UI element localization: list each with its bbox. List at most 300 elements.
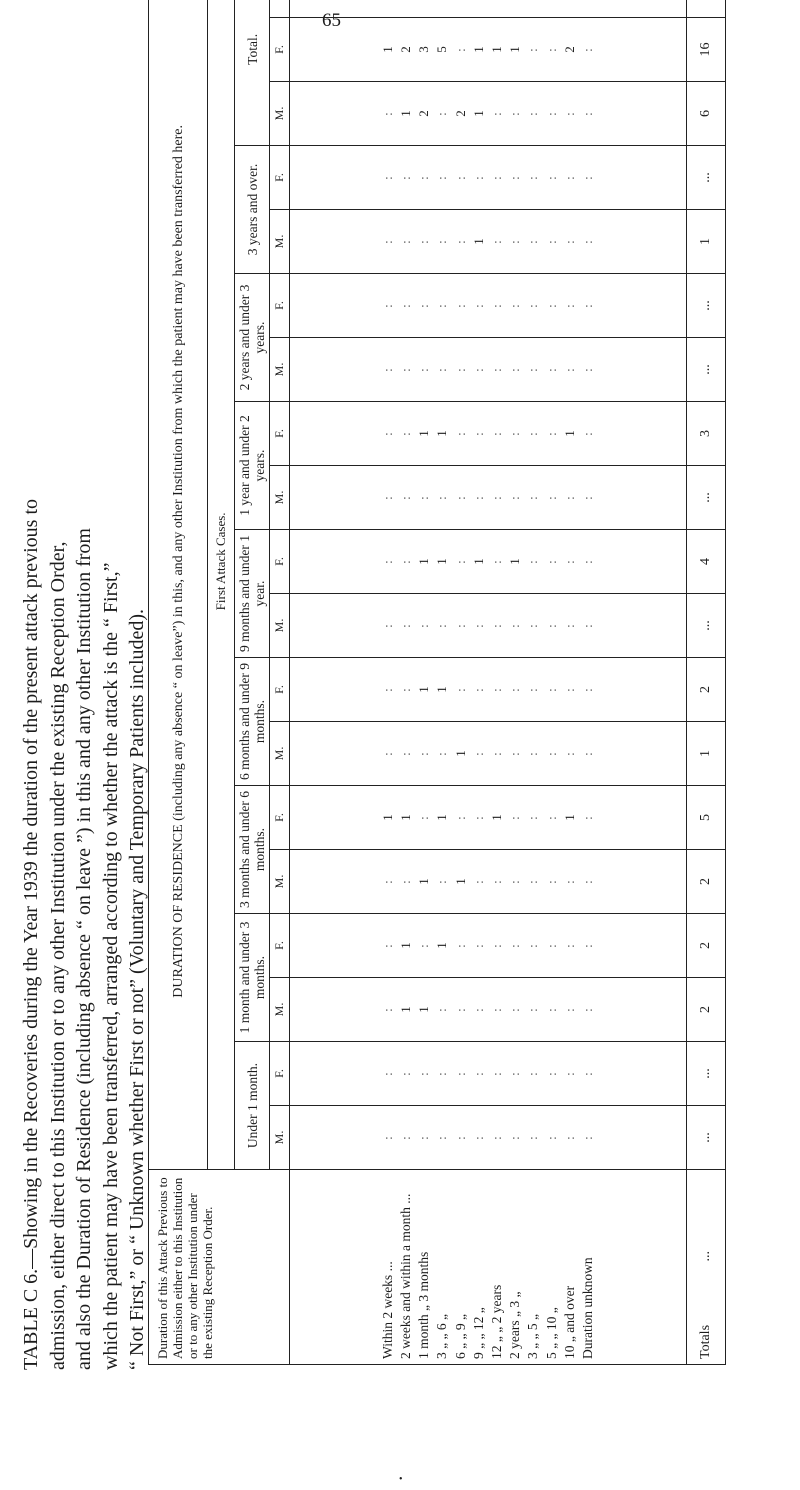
cell-value: :	[416, 943, 432, 948]
cell-value: :	[379, 1007, 395, 1012]
cell-value: :	[543, 751, 559, 756]
cell-value: :	[452, 687, 468, 692]
cell-value: :	[507, 943, 523, 948]
cell-value: 2	[561, 46, 577, 53]
cell-value: 1	[561, 814, 577, 821]
cell-value: :	[489, 1071, 504, 1076]
cell-value: :	[507, 239, 523, 244]
value-column	[290, 82, 687, 146]
cell-value: :	[543, 559, 559, 564]
duration-group-header: 9 months and under 1 year.	[235, 530, 270, 658]
row-label: 3 „ „ 5 „	[525, 1314, 541, 1359]
row-label: 6 „ „ 9 „	[452, 1314, 468, 1359]
cell-value: 1	[416, 878, 432, 885]
cell-value	[415, 0, 433, 15]
duration-group-header: 2 years and under 3 years.	[235, 274, 270, 402]
cell-value: :	[452, 1071, 468, 1076]
cell-value: :	[561, 879, 577, 884]
cell-value: :	[434, 495, 450, 500]
cell-value: :	[525, 175, 541, 180]
cell-value: :	[543, 367, 559, 372]
cell-value: :	[579, 47, 595, 52]
cell-value: :	[398, 751, 414, 756]
cell-value: 5	[434, 46, 450, 53]
cell-value: :	[561, 367, 577, 372]
total-value: ...	[687, 466, 726, 530]
cell-value: :	[579, 559, 595, 564]
cell-value: :	[579, 367, 595, 372]
cell-value: :	[525, 879, 541, 884]
cell-value: :	[452, 239, 468, 244]
cell-value: :	[398, 303, 414, 308]
cell-value: :	[398, 1071, 414, 1076]
cell-value	[379, 0, 397, 15]
cell-value: :	[579, 495, 595, 500]
totals-dots: ...	[698, 1250, 713, 1262]
cell-value: :	[398, 623, 414, 628]
cell-value: :	[416, 239, 432, 244]
cell-value: :	[543, 623, 559, 628]
cell-value: :	[470, 495, 486, 500]
cell-value: :	[379, 879, 395, 884]
cell-value: 1	[489, 814, 504, 821]
cell-value: :	[379, 687, 395, 692]
cell-value: :	[507, 1007, 523, 1012]
value-column	[290, 274, 687, 338]
cell-value: :	[579, 1007, 595, 1012]
value-column	[290, 786, 687, 850]
cell-value: :	[507, 495, 523, 500]
cell-value: :	[489, 879, 504, 884]
cell-value: :	[579, 431, 595, 436]
male-header: M.	[270, 850, 290, 914]
row-label: Within 2 weeks ...	[379, 1261, 395, 1359]
female-header: F.	[270, 914, 290, 978]
cell-value: :	[398, 879, 414, 884]
male-header: M.	[270, 210, 290, 274]
total-value: 6	[687, 82, 726, 146]
cell-value: :	[525, 815, 541, 820]
cell-value: :	[525, 943, 541, 948]
cell-value: :	[398, 367, 414, 372]
cell-value	[543, 0, 561, 15]
cell-value: :	[525, 1007, 541, 1012]
cell-value: :	[452, 175, 468, 180]
cell-value: 1	[507, 558, 523, 565]
cell-value: :	[452, 303, 468, 308]
total-value: ...	[687, 274, 726, 338]
total-value: ...	[687, 146, 726, 210]
value-column	[290, 722, 687, 786]
cell-value: :	[525, 559, 541, 564]
cell-value: :	[416, 367, 432, 372]
cell-value	[488, 0, 506, 15]
female-header: F.	[270, 18, 290, 82]
cell-value: :	[489, 1007, 504, 1012]
cell-value: :	[416, 1135, 432, 1140]
cell-value: :	[507, 1135, 523, 1140]
cell-value: :	[561, 175, 577, 180]
cell-value: :	[470, 303, 486, 308]
value-column	[290, 0, 687, 18]
cell-value: 1	[434, 558, 450, 565]
cell-value: :	[543, 943, 559, 948]
cell-value: :	[489, 495, 504, 500]
cell-value: :	[379, 495, 395, 500]
row-label: 3 „ „ 6 „	[434, 1314, 450, 1359]
total-value: ...	[687, 338, 726, 402]
total-value	[687, 0, 726, 18]
cell-value: :	[561, 1071, 577, 1076]
cell-value: :	[434, 1007, 450, 1012]
cell-value: :	[543, 111, 559, 116]
cell-value: 1	[398, 110, 414, 117]
cell-value: :	[561, 303, 577, 308]
cell-value: :	[398, 431, 414, 436]
cell-value: 1	[434, 942, 450, 949]
cell-value	[433, 0, 451, 15]
male-header: M.	[270, 594, 290, 658]
cell-value: :	[525, 1071, 541, 1076]
page-number: 65	[322, 10, 341, 31]
cell-value: :	[561, 1007, 577, 1012]
cell-value: :	[507, 879, 523, 884]
cell-value: :	[507, 687, 523, 692]
cell-value: :	[379, 303, 395, 308]
total-value: ...	[687, 1106, 726, 1170]
male-header: M.	[270, 722, 290, 786]
cell-value: :	[470, 1135, 486, 1140]
caption-line: which the patient may have been transferred, arranged according to whether the attack is the “ First,”	[99, 562, 122, 1370]
value-column	[290, 402, 687, 466]
cell-value: :	[452, 1135, 468, 1140]
cell-value: :	[452, 431, 468, 436]
cell-value: :	[489, 687, 504, 692]
cell-value: :	[398, 687, 414, 692]
cell-value	[524, 0, 542, 15]
cell-value: 1	[416, 558, 432, 565]
cell-value: 1	[452, 878, 468, 885]
cell-value: :	[398, 495, 414, 500]
row-label: 2 years „ 3 „	[507, 1291, 523, 1359]
value-column	[290, 146, 687, 210]
cell-value: :	[434, 879, 450, 884]
cell-value: :	[579, 1135, 595, 1140]
cell-value: :	[379, 111, 395, 116]
cell-value: :	[507, 431, 523, 436]
cell-value: :	[579, 815, 595, 820]
cell-value: :	[525, 495, 541, 500]
cell-value: :	[579, 751, 595, 756]
cell-value: :	[579, 303, 595, 308]
cell-value: 1	[379, 814, 395, 821]
cell-value: :	[416, 751, 432, 756]
total-value: 2	[687, 658, 726, 722]
cell-value: :	[561, 1135, 577, 1140]
cell-value: :	[579, 943, 595, 948]
cell-value: :	[489, 431, 504, 436]
cell-value: :	[434, 367, 450, 372]
cell-value: :	[543, 1007, 559, 1012]
value-column	[290, 530, 687, 594]
cell-value: :	[543, 1135, 559, 1140]
cell-value: :	[579, 879, 595, 884]
cell-value: :	[489, 239, 504, 244]
cell-value: :	[416, 623, 432, 628]
row-label: 1 month „ 3 months	[416, 1251, 432, 1359]
total-value: 3	[687, 402, 726, 466]
cell-value: :	[434, 623, 450, 628]
male-header: M.	[270, 1106, 290, 1170]
cell-value: :	[470, 623, 486, 628]
cell-value: :	[416, 815, 432, 820]
cell-value: :	[525, 431, 541, 436]
cell-value: 1	[398, 814, 414, 821]
cell-value: 1	[416, 686, 432, 693]
cell-value: :	[434, 1135, 450, 1140]
cell-value: :	[507, 815, 523, 820]
cell-value: 3	[416, 46, 432, 53]
cell-value: :	[579, 239, 595, 244]
cell-value: :	[452, 815, 468, 820]
cell-value: :	[489, 367, 504, 372]
cell-value: :	[525, 303, 541, 308]
cell-value: :	[507, 623, 523, 628]
female-header: F.	[270, 658, 290, 722]
table-caption	[18, 40, 148, 1370]
cell-value: :	[525, 47, 541, 52]
total-value: 2	[687, 850, 726, 914]
value-column	[290, 338, 687, 402]
female-header: F.	[270, 530, 290, 594]
cell-value: :	[543, 1071, 559, 1076]
cell-value: :	[489, 943, 504, 948]
total-value: 16	[687, 18, 726, 82]
cell-value: 1	[416, 430, 432, 437]
cell-value: :	[543, 431, 559, 436]
value-column	[290, 914, 687, 978]
cell-value: :	[543, 879, 559, 884]
cell-value: :	[489, 303, 504, 308]
male-header: M.	[270, 978, 290, 1042]
duration-group-header: 3 months and under 6 months.	[235, 786, 270, 914]
duration-group-header: 1 year and under 2 years.	[235, 402, 270, 530]
cell-value: :	[507, 367, 523, 372]
cell-value: :	[543, 687, 559, 692]
female-header: F.	[270, 786, 290, 850]
cell-value: :	[452, 559, 468, 564]
value-column	[290, 978, 687, 1042]
male-header: M.	[270, 338, 290, 402]
cell-value: :	[561, 111, 577, 116]
cell-value: :	[525, 751, 541, 756]
cell-value	[452, 0, 470, 15]
cell-value: :	[543, 495, 559, 500]
cell-value: 1	[398, 942, 414, 949]
cell-value	[397, 0, 415, 15]
cell-value: :	[489, 623, 504, 628]
cell-value: :	[579, 623, 595, 628]
cell-value: :	[470, 1071, 486, 1076]
male-header: M.	[270, 82, 290, 146]
row-label: 5 „ „ 10 „	[543, 1307, 559, 1359]
cell-value: :	[416, 303, 432, 308]
cell-value: :	[470, 431, 486, 436]
caption-line: admission, either direct to this Institution or to any other Institution under the existing Reception Order,	[46, 541, 69, 1370]
cell-value: 2	[416, 110, 432, 117]
value-column	[290, 466, 687, 530]
cell-value: :	[579, 687, 595, 692]
cell-value: :	[379, 239, 395, 244]
cell-value: :	[489, 751, 504, 756]
cell-value: :	[434, 751, 450, 756]
cell-value: :	[579, 175, 595, 180]
cell-value: :	[525, 1135, 541, 1140]
cell-value: :	[434, 239, 450, 244]
duration-group-header: 1 month and under 3 months.	[235, 914, 270, 1042]
cell-value: 1	[434, 814, 450, 821]
cell-value: :	[379, 1135, 395, 1140]
total-value: 2	[687, 914, 726, 978]
total-value: 5	[687, 786, 726, 850]
cell-value: :	[561, 623, 577, 628]
cell-value: :	[543, 815, 559, 820]
cell-value: :	[398, 559, 414, 564]
value-column	[290, 594, 687, 658]
cell-value: :	[525, 239, 541, 244]
total-value: 1	[687, 210, 726, 274]
cell-value: :	[470, 879, 486, 884]
row-label: 12 „ „ 2 years	[489, 1284, 504, 1359]
cell-value: :	[398, 1135, 414, 1140]
value-column	[290, 18, 687, 82]
cell-value: 1	[470, 558, 486, 565]
cell-value: 1	[416, 1006, 432, 1013]
cell-value: :	[470, 751, 486, 756]
cell-value: :	[543, 175, 559, 180]
cell-value: :	[452, 495, 468, 500]
cell-value: :	[379, 367, 395, 372]
total-header	[270, 0, 290, 18]
value-column	[290, 850, 687, 914]
cell-value: :	[416, 175, 432, 180]
cell-value: :	[561, 239, 577, 244]
cell-value: :	[379, 623, 395, 628]
cell-value: :	[452, 943, 468, 948]
cell-value: 2	[452, 110, 468, 117]
cell-value: :	[379, 431, 395, 436]
total-value: ...	[687, 594, 726, 658]
cell-value	[579, 0, 597, 15]
cell-value: :	[379, 943, 395, 948]
cell-value	[561, 0, 579, 15]
caption-line: TABLE C 6.—Showing in the Recoveries during the Year 1939 the duration of the present attack previous to	[20, 498, 42, 1370]
cell-value: :	[470, 815, 486, 820]
cell-value: :	[470, 175, 486, 180]
cell-value: :	[507, 1071, 523, 1076]
female-header: F.	[270, 402, 290, 466]
cell-value: :	[561, 943, 577, 948]
recoveries-table	[148, 33, 726, 1365]
cell-value: 1	[470, 46, 486, 53]
duration-group-header: Total.	[235, 0, 270, 146]
cell-value: 1	[489, 46, 504, 53]
female-header: F.	[270, 274, 290, 338]
value-column	[290, 210, 687, 274]
cell-value: :	[452, 1007, 468, 1012]
cell-value: :	[379, 559, 395, 564]
total-value: 4	[687, 530, 726, 594]
cell-value: :	[543, 47, 559, 52]
total-value: ...	[687, 1042, 726, 1106]
cell-value: :	[470, 687, 486, 692]
cell-value: :	[561, 751, 577, 756]
cell-value: 2	[398, 46, 414, 53]
cell-value: 1	[398, 1006, 414, 1013]
cell-value: :	[525, 111, 541, 116]
cell-value: 1	[379, 46, 395, 53]
row-label: 10 „ and over	[561, 1285, 577, 1359]
cell-value: :	[379, 175, 395, 180]
male-header: M.	[270, 466, 290, 530]
cell-value: 1	[452, 750, 468, 757]
cell-value: :	[452, 367, 468, 372]
cell-value: :	[525, 623, 541, 628]
value-column	[290, 1106, 687, 1170]
total-value: 2	[687, 978, 726, 1042]
cell-value: 1	[561, 430, 577, 437]
cell-value: :	[489, 1135, 504, 1140]
caption-line: “ Not First,” or “ Unknown whether First or not” (Voluntary and Temporary Patients included).	[126, 608, 148, 1370]
first-attack-header: First Attack Cases.	[208, 0, 235, 1170]
cell-value: :	[398, 175, 414, 180]
footer-mark: •	[399, 1474, 403, 1485]
cell-value: :	[434, 111, 450, 116]
cell-value: :	[507, 175, 523, 180]
cell-value: :	[489, 111, 504, 116]
cell-value: 1	[434, 430, 450, 437]
cell-value: :	[561, 687, 577, 692]
value-column	[290, 1042, 687, 1106]
cell-value: :	[379, 1071, 395, 1076]
cell-value: :	[452, 47, 468, 52]
cell-value: 1	[434, 686, 450, 693]
cell-value: :	[470, 367, 486, 372]
cell-value: :	[561, 495, 577, 500]
cell-value: :	[416, 1071, 432, 1076]
row-label: 9 „ „ 12 „	[470, 1307, 486, 1359]
cell-value: :	[434, 1071, 450, 1076]
duration-group-header: 3 years and over.	[235, 146, 270, 274]
cell-value: :	[561, 559, 577, 564]
cell-value: :	[543, 303, 559, 308]
cell-value: 1	[470, 110, 486, 117]
cell-value: :	[434, 175, 450, 180]
row-header: Duration of this Attack Previous to Admission either to this Institution or to any other Institution under the existing Reception Order.	[149, 1170, 290, 1365]
cell-value: :	[398, 239, 414, 244]
row-labels	[290, 1170, 687, 1365]
cell-value: :	[489, 175, 504, 180]
cell-value: 1	[507, 46, 523, 53]
female-header: F.	[270, 1042, 290, 1106]
cell-value: :	[507, 303, 523, 308]
cell-value: :	[543, 239, 559, 244]
total-value: 1	[687, 722, 726, 786]
value-column	[290, 658, 687, 722]
cell-value	[506, 0, 524, 15]
female-header: F.	[270, 146, 290, 210]
duration-group-header: Under 1 month.	[235, 1042, 270, 1170]
